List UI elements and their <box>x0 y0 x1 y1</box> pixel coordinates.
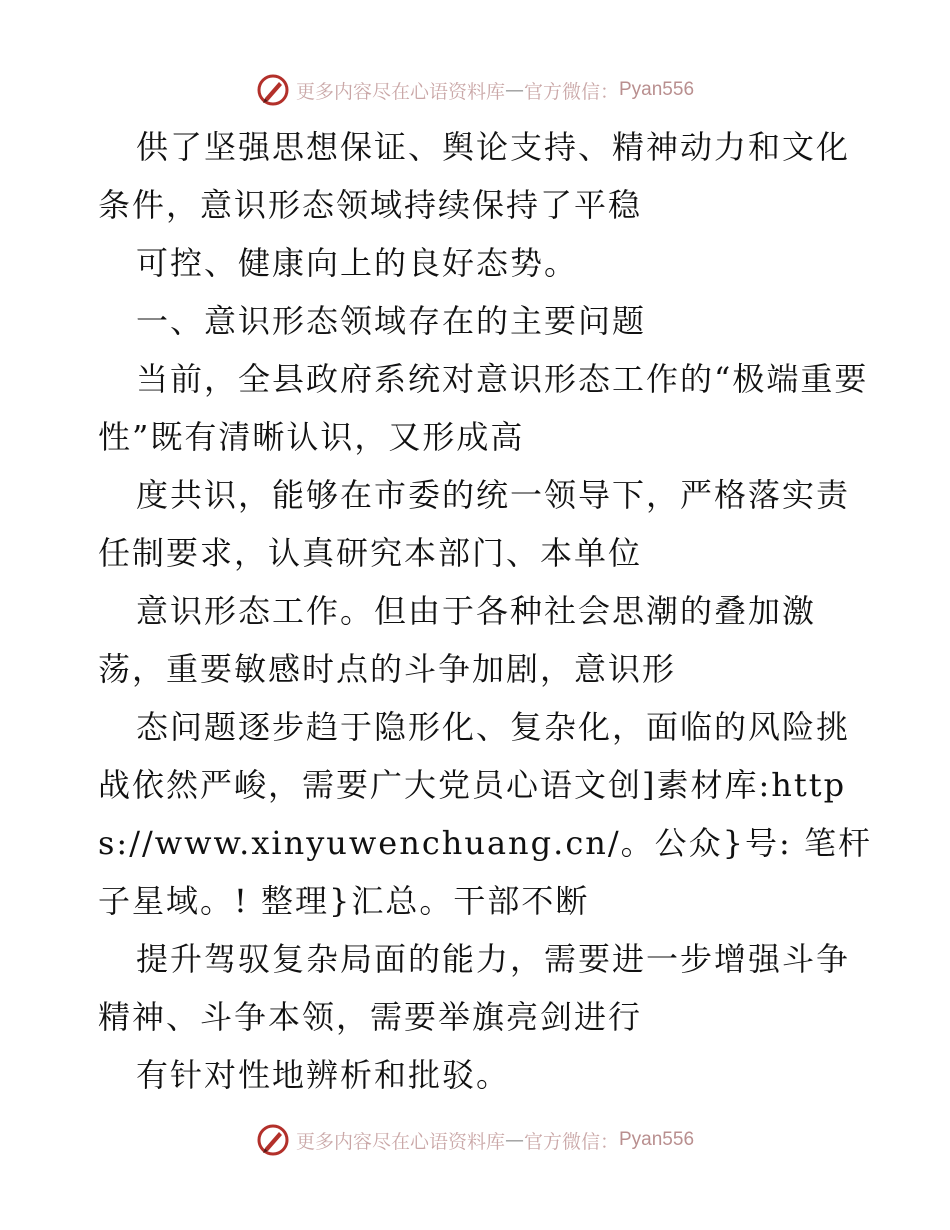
pen-logo-icon <box>256 1123 290 1157</box>
footer-banner-contact-value: Pyan556 <box>619 1129 695 1150</box>
header-banner-separator: — <box>504 79 524 101</box>
footer-banner-main-text: 更多内容尽在心语资料库 <box>295 1130 505 1153</box>
document-body <box>98 118 878 1104</box>
footer-banner-separator: — <box>504 1129 524 1151</box>
paragraph-7: 提升驾驭复杂局面的能力，需要进一步增强斗争精神、斗争本领，需要举旗亮剑进行 <box>98 940 851 1036</box>
paragraph-6: 态问题逐步趋于隐形化、复杂化，面临的风险挑战依然严峻，需要广大党员心语文创]素材库:https://www.xinyuwenchuang.cn/。公众}号: 笔杆子星域。! 整理}汇总。干部不断 <box>98 708 872 920</box>
footer-banner-contact-label: 官方微信： <box>523 1130 619 1153</box>
pen-logo-icon <box>256 73 290 107</box>
header-banner-main-text: 更多内容尽在心语资料库 <box>295 80 505 103</box>
header-banner-contact-value: Pyan556 <box>619 79 695 100</box>
header-watermark-banner <box>0 70 950 110</box>
paragraph-3: 当前，全县政府系统对意识形态工作的“极端重要性”既有清晰认识，又形成高 <box>98 360 869 456</box>
paragraph-2: 可控、健康向上的良好态势。 <box>136 244 579 282</box>
paragraph-8: 有针对性地辨析和批驳。 <box>136 1056 511 1094</box>
paragraph-5: 意识形态工作。但由于各种社会思潮的叠加激荡，重要敏感时点的斗争加剧，意识形 <box>98 592 817 688</box>
header-banner-contact-label: 官方微信： <box>523 80 619 103</box>
section-heading: 一、意识形态领域存在的主要问题 <box>136 302 647 340</box>
paragraph-4: 度共识，能够在市委的统一领导下，严格落实责任制要求，认真研究本部门、本单位 <box>98 476 851 572</box>
footer-watermark-banner <box>0 1120 950 1160</box>
paragraph-1: 供了坚强思想保证、舆论支持、精神动力和文化条件，意识形态领域持续保持了平稳 <box>98 128 851 224</box>
